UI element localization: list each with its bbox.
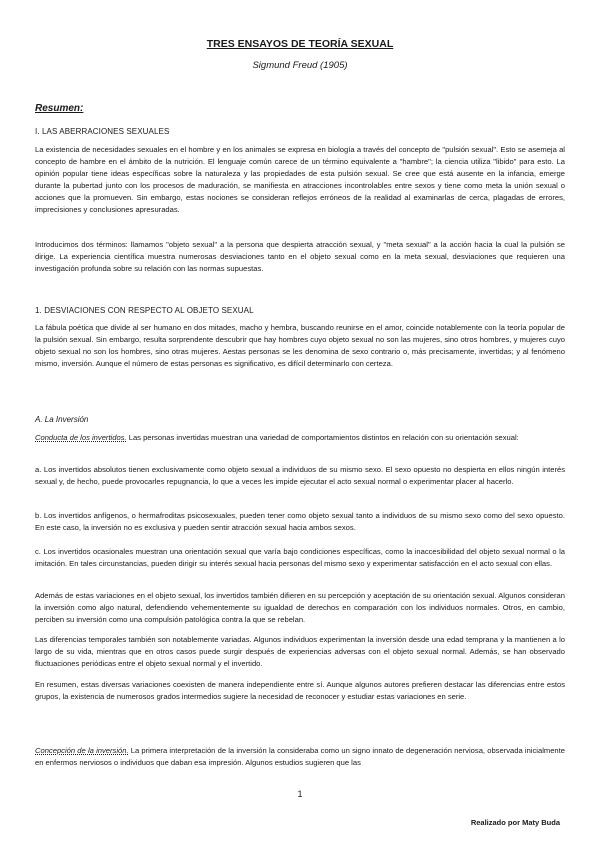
footer-credit: Realizado por Maty Buda: [470, 818, 560, 827]
paragraph-percepcion: Además de estas variaciones en el objeto sexual, los invertidos también difieren en su percepción y aceptación de su orientación sexual. Algunos consideran la inversión como algo natural, defendiendo vehementemente su igualdad de derechos en comparación con los individuos normales. Otros, en cambio, perciben su inversión como una compulsión patológica contra la que se rebelan.: [35, 591, 565, 624]
paragraph-invertidos-absolutos: a. Los invertidos absolutos tienen exclusivamente como objeto sexual a individuos de su mismo sexo. El sexo opuesto no despierta en ellos ningún interés sexual y, de hecho, puede provocarles repugnancia, lo que a veces les impide ejecutar el acto sexual normal o experimentar placer al hacerlo.: [35, 465, 565, 486]
paragraph-fabula: La fábula poética que divide al ser humano en dos mitades, macho y hembra, buscando reunirse en el amor, coincide notablemente con la teoría popular de la pulsión sexual. Sin embargo, resulta sorprendente descubrir que hay hombres cuyo objeto sexual no son las mujeres, sino otros hombres, y mujeres cuyo objeto sexual no son los hombres, sino otras mujeres. Aestas personas se les denomina de sexo contrario o, más precisamente, invertidas; y al fenómeno mismo, inversión. Aunque el número de estas personas es significativo, es difícil determinarlo con certeza.: [35, 323, 565, 368]
section-heading-aberraciones: I. LAS ABERRACIONES SEXUALES: [35, 127, 170, 136]
concepcion-label: Concepción de la inversión.: [35, 746, 129, 755]
resumen-heading: Resumen:: [35, 103, 84, 114]
document-author: Sigmund Freud (1905): [252, 60, 348, 71]
paragraph-conducta: [35, 432, 565, 444]
paragraph-resumen-variaciones: En resumen, estas diversas variaciones coexisten de manera independiente entre sí. Aunque algunos autores prefieren destacar las diferencias entre estos grupos, la existencia de numerosos grados intermedios sugiere la necesidad de reconocer y estudiar estas variaciones en serie.: [35, 680, 565, 701]
section-heading-inversion: A. La Inversión: [35, 415, 89, 424]
page-number: 1: [297, 789, 303, 799]
section-heading-desviaciones: 1. DESVIACIONES CON RESPECTO AL OBJETO SEXUAL: [35, 306, 254, 315]
paragraph-concepcion: [35, 745, 565, 769]
conducta-text: Las personas invertidas muestran una variedad de comportamientos distintos en relación con su orientación sexual:: [126, 433, 519, 442]
paragraph-pulsion-sexual: La existencia de necesidades sexuales en el hombre y en los animales se expresa en biología a través del concepto de "pulsión sexual". Esto se asemeja al concepto de hambre en el ámbito de la nutrición. El lenguaje común carece de un término equivalente a "hambre"; la ciencia utiliza "libido" para esto. La opinión popular tiene ideas específicas sobre la naturaleza y las propiedades de esta pulsión sexual. Se cree que está ausente en la infancia, emerge durante la pubertad junto con los procesos de maduración, se manifiesta en atracciones incontrolables entre sexos y tiene como meta la unión sexual o acciones que la promueven. Sin embargo, estas nociones se consideran reflejos erróneos de la realidad al examinarlas de cerca, plagadas de errores, imprecisiones y conclusiones apresuradas.: [35, 145, 565, 214]
document-title: TRES ENSAYOS DE TEORÍA SEXUAL: [206, 38, 394, 50]
paragraph-objeto-meta: Introducimos dos términos: llamamos "objeto sexual" a la persona que despierta atracción sexual, y "meta sexual" a la acción hacia la cual la pulsión se dirige. La experiencia científica muestra numerosas desviaciones tanto en el objeto sexual como en la meta sexual, desviaciones que requieren una investigación profunda sobre su relación con las normas supuestas.: [35, 240, 565, 273]
paragraph-invertidos-anfigenos: b. Los invertidos anfígenos, o hermafroditas psicosexuales, pueden tener como objeto sexual tanto a individuos de su mismo sexo como del sexo opuesto. En este caso, la inversión no es exclusiva y pueden sentir atracción sexual hacia ambos sexos.: [35, 511, 565, 532]
paragraph-diferencias-temporales: Las diferencias temporales también son notablemente variadas. Algunos individuos experimentan la inversión desde una edad temprana y la mantienen a lo largo de su vida, mientras que en otros casos puede surgir después de experiencias adversas con el objeto sexual normal. Además, se han observado fluctuaciones periódicas entre el objeto sexual normal y el invertido.: [35, 635, 565, 668]
concepcion-text: La primera interpretación de la inversión la consideraba como un signo innato de degeneración nerviosa, observada inicialmente en enfermos nerviosos o individuos que daban esa impresión. Algunos estudios sugieren que las: [35, 746, 565, 767]
conducta-label: Conducta de los invertidos.: [35, 433, 127, 442]
paragraph-invertidos-ocasionales: c. Los invertidos ocasionales muestran una orientación sexual que varía bajo condiciones específicas, como la inaccesibilidad del objeto sexual normal o la imitación. En tales circunstancias, pueden dirigir su interés sexual hacia personas del mismo sexo y experimentar satisfacción en el acto sexual con ellas.: [35, 547, 565, 568]
